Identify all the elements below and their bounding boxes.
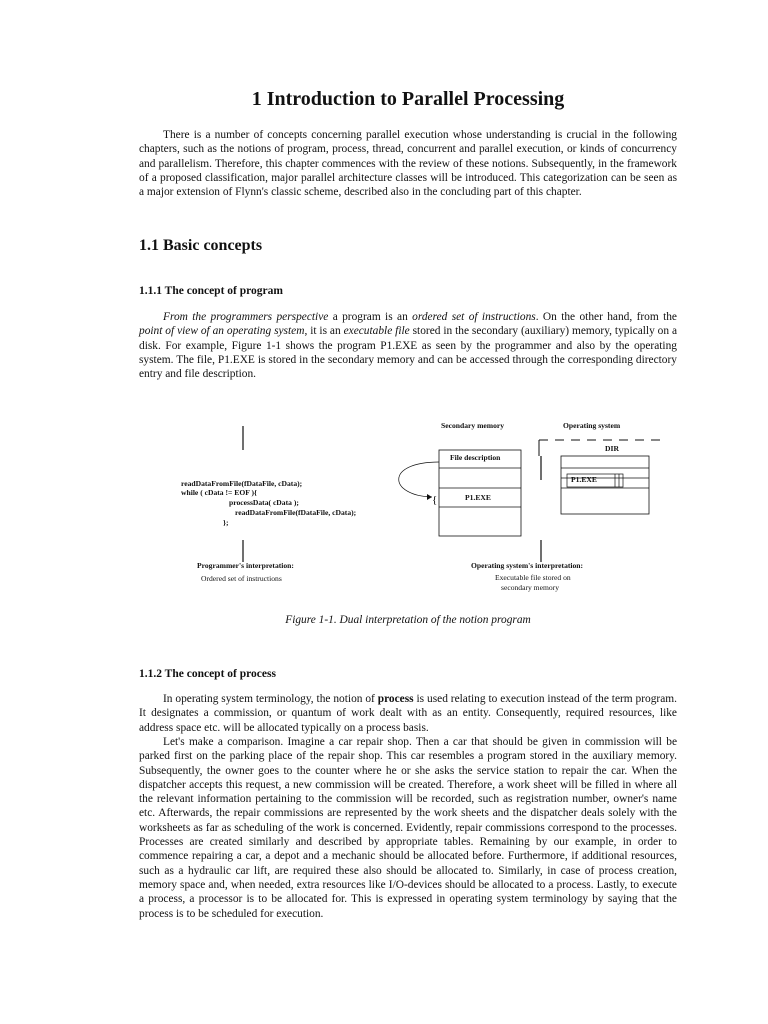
os-sublabel-2: secondary memory: [501, 583, 559, 592]
secondary-memory-label: Secondary memory: [441, 421, 505, 430]
operating-system-label: Operating system: [563, 421, 621, 430]
dir-label: DIR: [605, 444, 619, 453]
process-paragraph-2: Let's make a comparison. Imagine a car repair shop. Then a car that should be given in commission will be parked first on the parking place of the repair shop. This car resembles a program stored in the auxiliary memory. Subsequently, the owner goes to the counter where he or she asks the service station to repair the car. When the dispatcher accepts this request, a new commission will be created. Therefore, a work sheet will be filled in where all the relevant information pertaining to the commission will be recorded, such as registration number, owner's name etc. Afterwards, the repair commissions are represented by the work sheets and the dispatcher deals solely with the worksheets as far as scheduling of the work is concerned. Evidently, repair commissions correspond to the processes. Processes are created similarly and described by appropriate tables. Remaining by our example, in order to commence repairing a car, a depot and a mechanic should be allocated before. Furthermore, if additional resources, such as a hydraulic car lift, are required these also should be allocated to. Similarly, in case of process creation, memory space and, when needed, extra resources like I/O-devices should be allocated to a process. Lastly, to execute a process, a processor is to be allocated for. This is expressed in operating system terminology by saying that the process is to be scheduled for execution.: [139, 736, 677, 920]
dir-entry-label: P1.EXE: [571, 475, 597, 484]
emph-process: process: [377, 693, 414, 705]
os-sublabel-1: Executable file stored on: [495, 573, 571, 582]
brace-glyph: {: [432, 494, 438, 506]
code-line-3: processData( cData );: [229, 498, 299, 507]
emph-executable-file: executable file: [343, 325, 410, 338]
figure-caption: Figure 1-1. Dual interpretation of the notion program: [285, 614, 531, 626]
text-segment: . On the other hand, from the: [535, 311, 677, 323]
p1exe-label: P1.EXE: [465, 493, 491, 502]
code-line-5: };: [223, 518, 229, 527]
emph-programmer-perspective: From the programmers perspective: [163, 311, 329, 323]
emph-os-viewpoint: point of view of an operating system: [139, 325, 305, 338]
chapter-intro-paragraph: There is a number of concepts concerning parallel execution whose understanding is crucial in the following chapters, such as the notions of program, process, thread, concurrent and parallel execution, or kinds of concurrency and parallelism. Therefore, this chapter commences with the review of these notions. Subsequently, in the framework of a proposed classification, major parallel architecture classes will be introduced. This categorization can be seen as a major extension of Flynn's classic scheme, described also in the concluding part of this chapter.: [139, 129, 677, 199]
file-description-label: File description: [450, 453, 501, 462]
code-line-1: readDataFromFile(fDataFile, cData);: [181, 479, 303, 488]
code-line-4: readDataFromFile(fDataFile, cData);: [235, 508, 357, 517]
text-segment: In operating system terminology, the notion of: [163, 693, 378, 705]
chapter-title: 1 Introduction to Parallel Processing: [251, 88, 565, 110]
section-1-1-1-title: 1.1.1 The concept of program: [139, 285, 283, 297]
os-interpretation-label: Operating system's interpretation:: [471, 561, 584, 570]
programmer-label: Programmer's interpretation:: [197, 561, 294, 570]
section-1-1-title: 1.1 Basic concepts: [139, 237, 263, 254]
programmer-sublabel: Ordered set of instructions: [201, 574, 282, 583]
process-paragraph-1: [139, 692, 677, 735]
code-line-2: while ( cData != EOF ){: [181, 488, 258, 497]
text-segment: , it is an: [304, 325, 344, 338]
section-1-1-2-title: 1.1.2 The concept of process: [139, 668, 276, 680]
dir-box: [561, 456, 649, 514]
figure-1-1: [139, 400, 677, 605]
emph-ordered-set: ordered set of instructions: [412, 311, 536, 323]
text-segment: a program is an: [328, 311, 413, 323]
text-segment: stored in the secondary (auxiliary) memory, typically on a disk. For example, Figure 1-1 shows the program P1.EXE as seen by the programmer and also by the operating system. The file, P1.EXE is stored in the secondary memory and can be accessed through the corresponding directory entry and file description.: [139, 325, 678, 381]
text-segment: is used relating to execution instead of the term program. It designates a commission, or quantum of work dealt with as an entity. Consequently, required resources, like address space etc. will be allocated typically on a process basis.: [139, 693, 677, 734]
curved-arrow: [399, 462, 439, 497]
program-paragraph: [139, 310, 677, 381]
